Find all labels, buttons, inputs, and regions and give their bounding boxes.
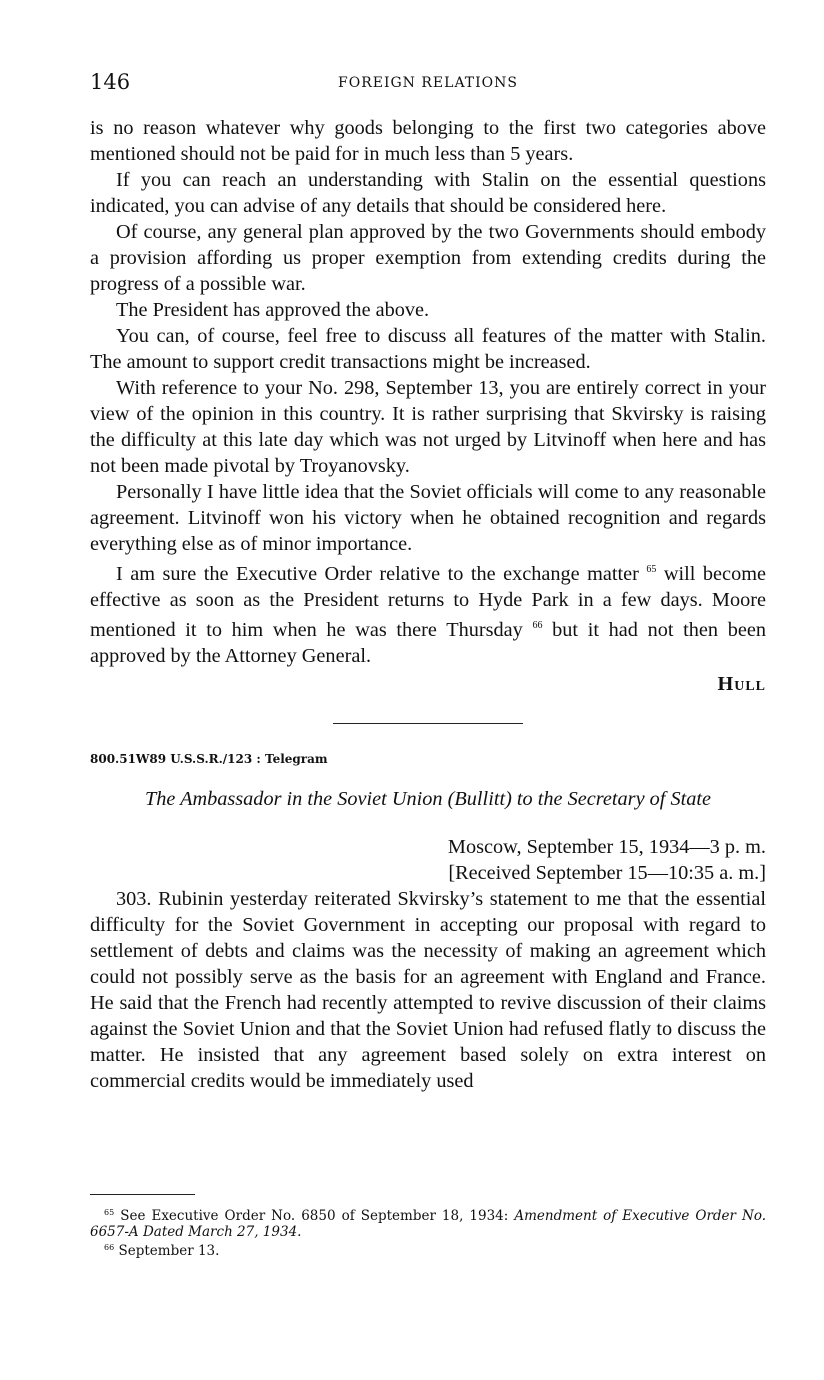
dateline-received: [Received September 15—10:35 a. m.]	[448, 862, 766, 884]
paragraph: The President has approved the above.	[116, 299, 430, 321]
paragraph: If you can reach an understanding with Stalin on the essential questions indicated, you can advise of any details that should be considered here.	[90, 169, 766, 217]
footnote	[90, 1240, 766, 1259]
page-number: 146	[90, 70, 131, 94]
running-head: FOREIGN RELATIONS	[338, 75, 518, 91]
paragraph: Of course, any general plan approved by the two Governments should embody a provision affording us proper exemption from extending credits during the progress of a possible war.	[90, 221, 766, 295]
footnote-ref[interactable]: 66	[532, 620, 543, 631]
telegram-body: 303. Rubinin yesterday reiterated Skvirsky’s statement to me that the essential difficulty for the Soviet Government in accepting our proposal with regard to settlement of debts and claims was the necessity of making an agreement which could not possibly serve as the basis for an agreement with England and France. He said that the French had recently attempted to revive discussion of their claims against the Soviet Union and that the Soviet Union had refused flatly to discuss the matter. He insisted that any agreement based solely on extra interest on commercial credits would be immediately used	[90, 888, 766, 1092]
footnote-divider	[90, 1194, 195, 1195]
page-header	[90, 70, 766, 100]
footnote-ref[interactable]: 65	[646, 564, 657, 575]
footnote-text: September 13.	[118, 1243, 220, 1259]
footnote-mark: 66	[104, 1243, 115, 1252]
dateline	[90, 834, 766, 886]
paragraph: is no reason whatever why goods belonging to the first two categories above mentioned should not be paid for in much less than 5 years.	[90, 117, 766, 165]
document-title: The Ambassador in the Soviet Union (Bullitt) to the Secretary of State	[144, 788, 712, 810]
paragraph-text: will become effective as soon as the President returns to Hyde Park in a few days. Moore mentioned it to him when he was there Thursday	[90, 563, 766, 641]
paragraph: Personally I have little idea that the Soviet officials will come to any reasonable agreement. Litvinoff won his victory when he obtained recognition and regards everything else as of minor importance.	[90, 481, 766, 555]
dateline-sent: Moscow, September 15, 1934—3 p. m.	[447, 836, 766, 858]
paragraph-text: but it had not then been approved by the Attorney General.	[90, 619, 766, 667]
paragraph	[90, 557, 766, 669]
signature: Hull	[717, 673, 766, 695]
footnote-text: See Executive Order No. 6850 of September 18, 1934:	[120, 1208, 515, 1224]
section-divider	[333, 723, 523, 724]
footnote	[90, 1205, 766, 1240]
paragraph: With reference to your No. 298, September 13, you are entirely correct in your view of the opinion in this country. It is rather surprising that Skvirsky is raising the difficulty at this late day which was not urged by Litvinoff when here and has not been made pivotal by Troyanovsky.	[90, 377, 766, 477]
file-reference: 800.51W89 U.S.S.R./123 : Telegram	[90, 752, 328, 766]
paragraph-text: I am sure the Executive Order relative to the exchange matter	[116, 563, 639, 585]
body-text	[90, 115, 766, 1094]
footnote-mark: 65	[104, 1208, 115, 1217]
paragraph: You can, of course, feel free to discuss all features of the matter with Stalin. The amount to support credit transactions might be increased.	[90, 325, 766, 373]
footnotes	[90, 1194, 766, 1259]
footnote-title: Amendment of Executive Order No. 6657-A Dated March 27, 1934.	[90, 1208, 767, 1240]
